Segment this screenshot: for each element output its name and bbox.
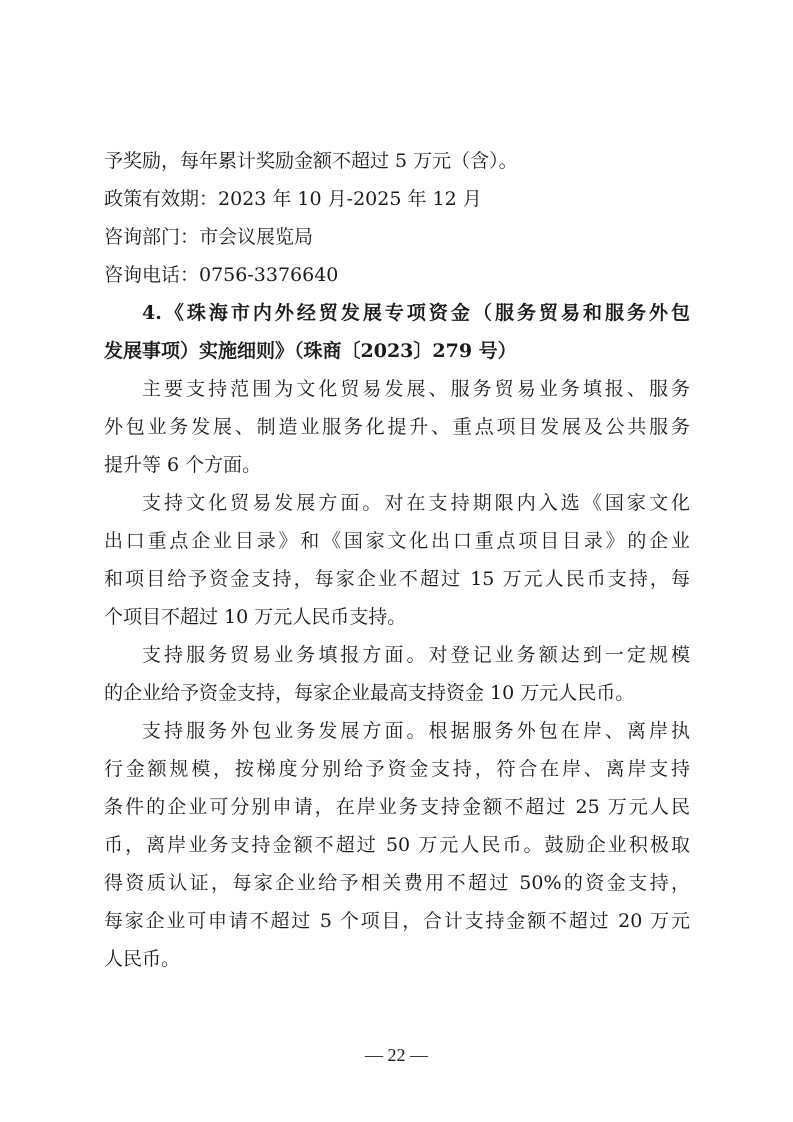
text-line: 咨询部门：市会议展览局 bbox=[104, 226, 314, 248]
text-line: 支持文化贸易发展方面。对在支持期限内入选《国家文化 bbox=[142, 492, 690, 514]
text-line: 的企业给予资金支持，每家企业最高支持资金 10 万元人民币。 bbox=[104, 682, 635, 704]
text-line: 支持服务贸易业务填报方面。对登记业务额达到一定规模 bbox=[142, 644, 690, 666]
text-line: 人民币。 bbox=[104, 948, 181, 970]
text-line: 行金额规模，按梯度分别给予资金支持，符合在岸、离岸支持 bbox=[104, 758, 690, 780]
text-line: 币，离岸业务支持金额不超过 50 万元人民币。鼓励企业积极取 bbox=[104, 834, 690, 856]
heading-line: 发展事项）实施细则》（珠商〔2023〕279 号） bbox=[104, 340, 517, 362]
text-line: 主要支持范围为文化贸易发展、服务贸易业务填报、服务 bbox=[142, 378, 690, 400]
text-line: 出口重点企业目录》和《国家文化出口重点项目目录》的企业 bbox=[104, 530, 690, 552]
text-line: 予奖励，每年累计奖励金额不超过 5 万元（含）。 bbox=[104, 150, 518, 172]
text-line: 得资质认证，每家企业给予相关费用不超过 50%的资金支持， bbox=[104, 872, 690, 894]
text-line: 每家企业可申请不超过 5 个项目，合计支持金额不超过 20 万元 bbox=[104, 910, 690, 932]
body-text bbox=[104, 142, 690, 978]
text-line: 和项目给予资金支持，每家企业不超过 15 万元人民币支持，每 bbox=[104, 568, 690, 590]
page-number: — 22 — bbox=[365, 1045, 428, 1065]
text-line: 政策有效期：2023 年 10 月-2025 年 12 月 bbox=[104, 188, 482, 210]
text-line: 条件的企业可分别申请，在岸业务支持金额不超过 25 万元人民 bbox=[104, 796, 690, 818]
text-line: 支持服务外包业务发展方面。根据服务外包在岸、离岸执 bbox=[142, 720, 690, 742]
text-line: 个项目不超过 10 万元人民币支持。 bbox=[104, 606, 407, 628]
text-line: 咨询电话：0756-3376640 bbox=[104, 264, 339, 286]
text-line: 提升等 6 个方面。 bbox=[104, 454, 262, 476]
heading-line: 4.《珠海市内外经贸发展专项资金（服务贸易和服务外包 bbox=[142, 302, 690, 324]
text-line: 外包业务发展、制造业服务化提升、重点项目发展及公共服务 bbox=[104, 416, 690, 438]
